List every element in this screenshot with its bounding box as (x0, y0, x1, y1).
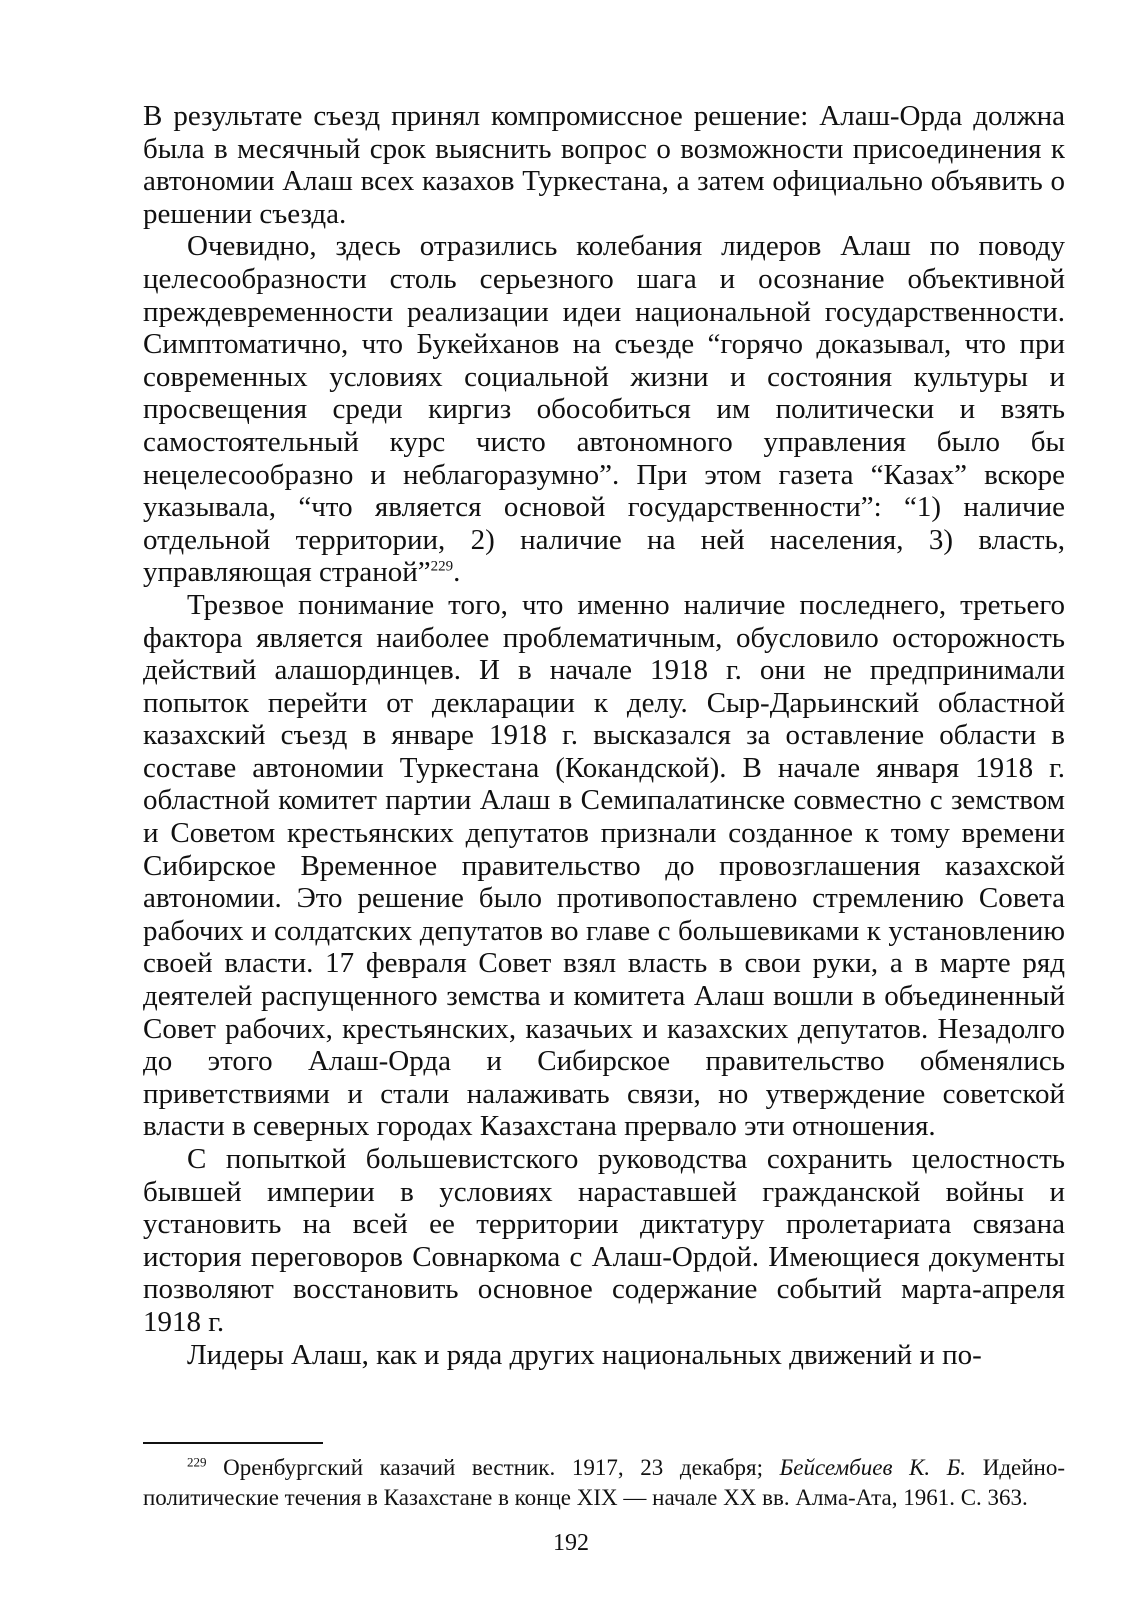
footnote (143, 1453, 1065, 1513)
paragraph-1: В результате съезд принял компромиссное решение: Алаш-Орда должна была в месячный срок выяснить вопрос о возможности присоединения к автономии Алаш всех казахов Туркестана, а затем официально объявить о решении съезда. (143, 100, 1065, 230)
footnote-author: Бейсембиев К. Б. (779, 1455, 967, 1480)
footnote-divider (143, 1442, 323, 1444)
footnote-reference: 229 (430, 558, 454, 575)
paragraph-2-text: Очевидно, здесь отразились колебания лидеров Алаш по поводу целесообразности столь серьезного шага и осознание объективной преждевременности реализации идеи национальной государственности. Симптоматично, что Букейханов на съезде “горячо доказывал, что при современных условиях социальной жизни и состояния культуры и просвещения среди киргиз обособиться им политически и взять самостоятельный курс чисто автономного управления было бы нецелесообразно и неблагоразумно”. При этом газета “Казах” вскоре указывала, “что является основой государственности”: “1) наличие отдельной территории, 2) наличие на ней населения, 3) власть, управляющая страной” (143, 230, 1065, 589)
footnote-number: 229 (187, 1454, 207, 1470)
page-number: 192 (553, 1530, 589, 1556)
paragraph-5: Лидеры Алаш, как и ряда других национальных движений и по- (187, 1338, 982, 1371)
paragraph-4: С попыткой большевистского руководства сохранить целостность бывшей империи в условиях нараставшей гражданской войны и установить на всей ее территории диктатуру пролетариата связана история переговоров Совнаркома с Алаш-Ордой. Имеющиеся документы позволяют восстановить основное содержание событий марта-апреля 1918 г. (143, 1143, 1065, 1338)
paragraph-3: Трезвое понимание того, что именно наличие последнего, третьего фактора является наиболее проблематичным, обусловило осторожность действий алашординцев. И в начале 1918 г. они не предпринимали попыток перейти от декларации к делу. Сыр-Дарьинский областной казахский съезд в январе 1918 г. высказался за оставление области в составе автономии Туркестана (Кокандской). В начале января 1918 г. областной комитет партии Алаш в Семипалатинске совместно с земством и Советом крестьянских депутатов признали созданное к тому времени Сибирское Временное правительство до провозглашения казахской автономии. Это решение было противопоставлено стремлению Совета рабочих и солдатских депутатов во главе с большевиками к установлению своей власти. 17 февраля Совет взял власть в свои руки, а в марте ряд деятелей распущенного земства и комитета Алаш вошли в объединенный Совет рабочих, крестьянских, казачьих и казахских депутатов. Незадолго до этого Алаш-Орда и Сибирское правительство обменялись приветствиями и стали налаживать связи, но утверждение советской власти в северных городах Казахстана прервало эти отношения. (143, 588, 1065, 1143)
paragraph-2-tail: . (453, 556, 461, 589)
paragraph-2 (143, 230, 1065, 589)
footnote-text-b: Идейно-политические течения в Казахстане в конце XIX — начале XX вв. Алма-Ата, 1961. С. 363. (143, 1455, 1066, 1510)
body-text (143, 100, 1065, 1371)
footnote-text-a: Оренбургский казачий вестник. 1917, 23 декабря; (206, 1455, 780, 1480)
